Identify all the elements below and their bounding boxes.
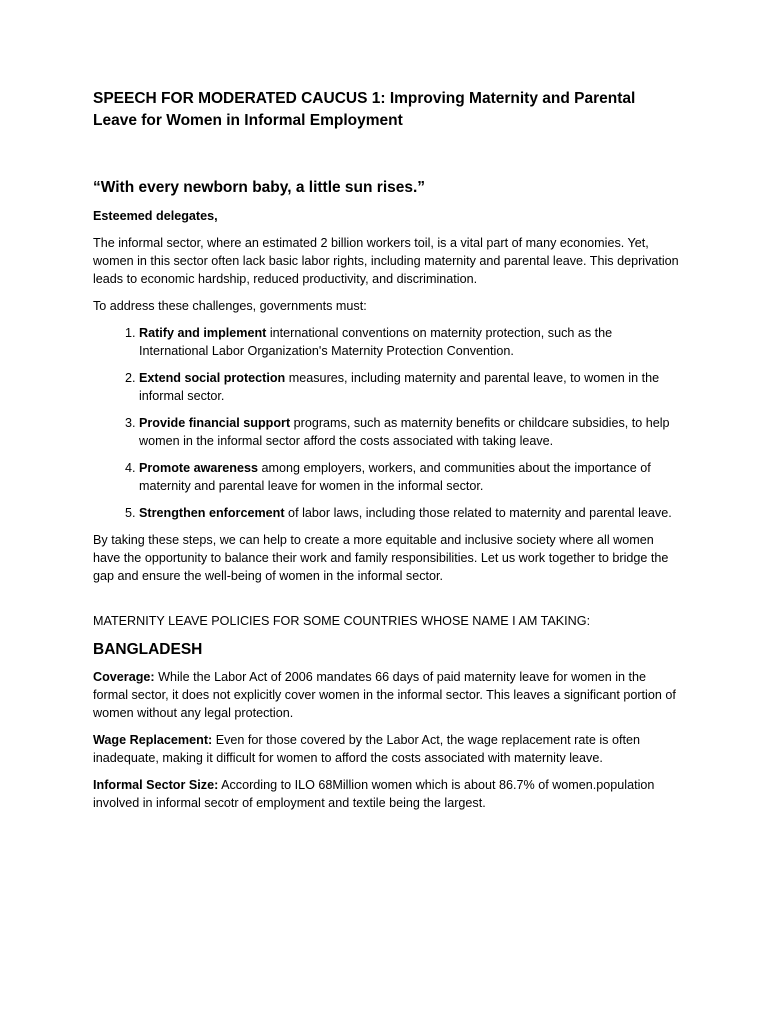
point-label: Informal Sector Size:: [93, 778, 219, 792]
point-text: According to ILO 68Million women which is about 86.7% of women.population involved in informal secotr of employment and textile being the largest.: [93, 778, 655, 810]
measure-item: [139, 459, 683, 495]
policies-heading: MATERNITY LEAVE POLICIES FOR SOME COUNTRIES WHOSE NAME I AM TAKING:: [93, 614, 591, 628]
measure-item: [139, 324, 683, 360]
measure-bold: Provide financial support: [139, 416, 291, 430]
measure-item: [139, 369, 683, 405]
measure-item: [139, 504, 683, 522]
country-point: [93, 731, 683, 767]
measure-bold: Promote awareness: [139, 461, 258, 475]
measure-bold: Ratify and implement: [139, 326, 267, 340]
point-label: Coverage:: [93, 670, 155, 684]
measure-bold: Strengthen enforcement: [139, 506, 285, 520]
measure-text: international conventions on maternity protection, such as the International Labor Organization's Maternity Protection Convention.: [139, 326, 613, 358]
speech-title: SPEECH FOR MODERATED CAUCUS 1: Improving Maternity and Parental Leave for Women in Informal Employment: [93, 90, 636, 129]
measure-text: measures, including maternity and parental leave, to women in the informal sector.: [139, 371, 660, 403]
measure-text: programs, such as maternity benefits or childcare subsidies, to help women in the informal sector afford the costs associated with taking leave.: [139, 416, 670, 448]
conclusion-paragraph: By taking these steps, we can help to create a more equitable and inclusive society where all women have the opportunity to balance their work and family responsibilities. Let us work together to bridge the gap and ensure the well-being of women in the informal sector.: [93, 533, 669, 583]
point-text: Even for those covered by the Labor Act, the wage replacement rate is often inadequate, making it difficult for women to afford the costs associated with maternity leave.: [93, 733, 640, 765]
greeting: Esteemed delegates,: [93, 209, 218, 223]
document-page: [93, 88, 683, 821]
opening-quote: “With every newborn baby, a little sun rises.”: [93, 179, 426, 196]
measure-item: [139, 414, 683, 450]
measures-list: [93, 324, 683, 522]
point-text: While the Labor Act of 2006 mandates 66 days of paid maternity leave for women in the formal sector, it does not explicitly cover women in the informal sector. This leaves a significant portion of women without any legal protection.: [93, 670, 676, 720]
intro-paragraph: The informal sector, where an estimated 2 billion workers toil, is a vital part of many economies. Yet, women in this sector often lack basic labor rights, including maternity and parental leave. This deprivation leads to economic hardship, reduced productivity, and discrimination.: [93, 236, 679, 286]
country-point: [93, 668, 683, 722]
country-heading: BANGLADESH: [93, 641, 203, 658]
list-intro: To address these challenges, governments must:: [93, 299, 367, 313]
country-point: [93, 776, 683, 812]
measure-text: of labor laws, including those related to maternity and parental leave.: [284, 506, 672, 520]
measure-bold: Extend social protection: [139, 371, 286, 385]
measure-text: among employers, workers, and communities about the importance of maternity and parental leave for women in the informal sector.: [139, 461, 651, 493]
point-label: Wage Replacement:: [93, 733, 213, 747]
